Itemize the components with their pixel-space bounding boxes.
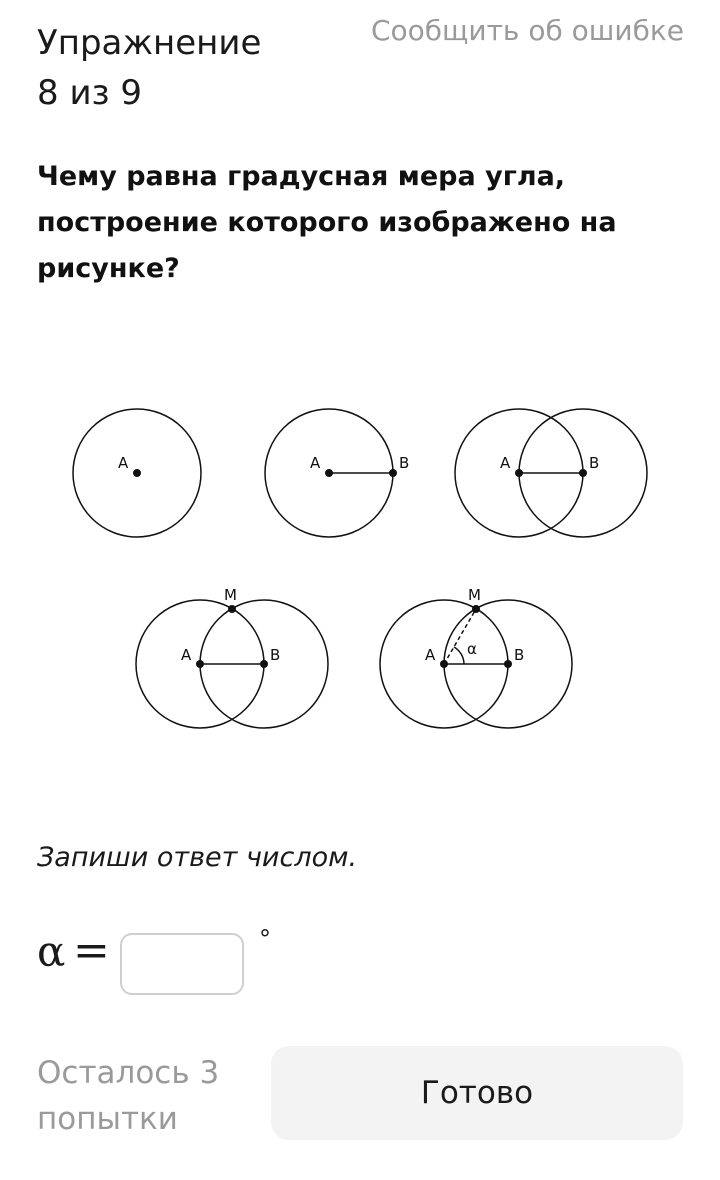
- step5-label-a: A: [425, 646, 436, 664]
- step1-label-a: A: [118, 454, 129, 472]
- equals-sign: =: [73, 925, 110, 976]
- step5-label-m: M: [468, 586, 481, 604]
- construction-figure: [0, 380, 720, 760]
- step3-point-a: [515, 469, 523, 477]
- submit-button[interactable]: Готово: [271, 1046, 683, 1140]
- construction-diagram: [0, 380, 720, 760]
- answer-input[interactable]: [120, 933, 244, 995]
- step5-angle-arc: [454, 647, 464, 664]
- step5-label-b: B: [514, 646, 525, 664]
- step2-label-a: A: [310, 454, 321, 472]
- step4-label-b: B: [270, 646, 281, 664]
- step5-point-a: [440, 660, 448, 668]
- step4-label-a: A: [181, 646, 192, 664]
- attempts-remaining: Осталось 3 попытки: [37, 1055, 220, 1137]
- step4-label-m: M: [224, 586, 237, 604]
- exercise-title: [37, 18, 261, 118]
- step4-point-b: [260, 660, 268, 668]
- step5-point-m: [472, 605, 480, 613]
- alpha-symbol: α: [37, 927, 66, 976]
- step1-point-a: [133, 469, 141, 477]
- step5-point-b: [504, 660, 512, 668]
- step3-label-b: B: [589, 454, 600, 472]
- exercise-title-label: Упражнение: [37, 23, 262, 63]
- answer-instruction: Запиши ответ числом.: [37, 842, 358, 873]
- degree-unit: °: [259, 925, 271, 953]
- step4-point-m: [228, 605, 236, 613]
- step4-point-a: [196, 660, 204, 668]
- step2-point-b: [389, 469, 397, 477]
- question-text: Чему равна градусная мера угла, построение которого изображено на рисунке?: [37, 161, 617, 284]
- step2-label-b: B: [399, 454, 410, 472]
- step5-label-alpha: α: [467, 640, 477, 658]
- step2-point-a: [325, 469, 333, 477]
- step3-point-b: [579, 469, 587, 477]
- step3-label-a: A: [500, 454, 511, 472]
- exercise-counter: 8 из 9: [37, 73, 143, 113]
- report-error-link[interactable]: Сообщить об ошибке: [370, 14, 684, 47]
